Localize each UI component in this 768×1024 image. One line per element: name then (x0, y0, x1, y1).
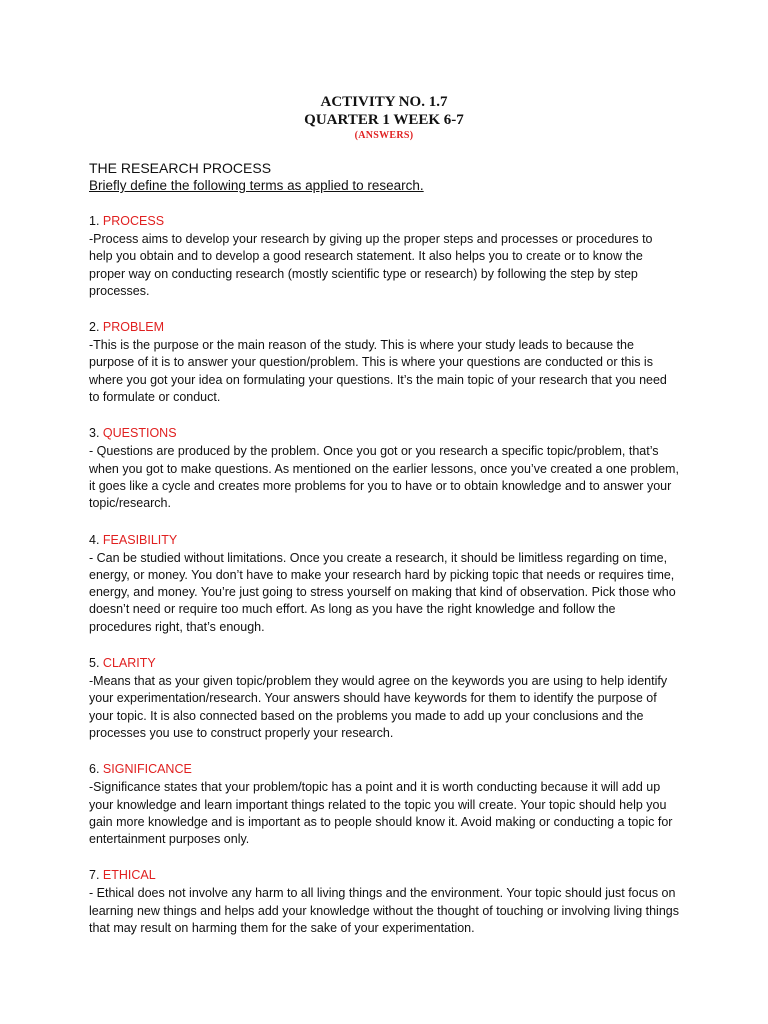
activity-title: ACTIVITY NO. 1.7 (320, 94, 448, 110)
item-definition: -This is the purpose or the main reason of the study. This is where your study leads to because the purpose of it is to answer your question/problem. This is where your questions are conducted or this is where you got your idea on formulating your questions. It’s the main topic of your research that you need to formulate or conduct. (89, 338, 667, 405)
item-definition: -Significance states that your problem/topic has a point and it is worth conducting because it will add up your knowledge and learn important things related to the topic you will create. Your topic should help you gain more knowledge and is important as to people should know it. Avoid making or conducting a topic for entertainment purposes only. (89, 780, 673, 847)
item-term: PROBLEM (102, 320, 165, 335)
intro-section (89, 159, 689, 195)
list-item-problem (89, 319, 679, 406)
instructions: Briefly define the following terms as applied to research. (89, 178, 424, 193)
item-number: 2. (89, 320, 100, 335)
item-term: CLARITY (102, 656, 156, 671)
item-number: 1. (89, 214, 100, 228)
list-item-feasibility (89, 532, 679, 636)
item-definition: -Means that as your given topic/problem they would agree on the keywords you are using to help identify your experimentation/research. Your answers should have keywords for them to identify the purpose of your topic. It is also connected based on the problems you made to add up your conclusions and the processes you use to construct properly your research. (89, 674, 668, 740)
document-header (0, 93, 768, 143)
answers-label: (ANSWERS) (354, 130, 414, 141)
item-number: 5. (89, 656, 100, 671)
quarter-week-title: QUARTER 1 WEEK 6-7 (304, 112, 464, 128)
list-item-ethical (89, 867, 679, 937)
section-title: THE RESEARCH PROCESS (89, 160, 272, 176)
item-term: PROCESS (102, 214, 165, 228)
list-item-significance (89, 761, 679, 848)
item-term: QUESTIONS (102, 426, 177, 441)
item-definition: -Process aims to develop your research by giving up the proper steps and processes or procedures to help you obtain and to develop a good research statement. It also helps you to create or to know the proper way on conducting research (mostly scientific type or research) by following the step by step processes. (89, 232, 653, 298)
item-definition: - Ethical does not involve any harm to all living things and the environment. Your topic should just focus on learning new things and helps add your knowledge without the thought of touching or involving living things that may result on harming them for the sake of your experimentation. (89, 886, 679, 936)
list-item-questions (89, 425, 679, 512)
item-definition: - Questions are produced by the problem. Once you got or you research a specific topic/problem, that’s when you got to make questions. As mentioned on the earlier lessons, once you’ve created a one problem, it goes like a cycle and creates more problems for you to have or to obtain knowledge and to answer your topic/research. (89, 444, 679, 511)
item-number: 3. (89, 426, 100, 441)
term-list (89, 213, 679, 956)
list-item-clarity (89, 655, 679, 742)
item-term: ETHICAL (102, 868, 156, 883)
item-number: 7. (89, 868, 100, 883)
item-number: 4. (89, 532, 100, 547)
item-term: SIGNIFICANCE (102, 762, 192, 777)
item-term: FEASIBILITY (102, 532, 178, 547)
item-number: 6. (89, 762, 100, 777)
list-item-process (89, 213, 679, 300)
item-definition: - Can be studied without limitations. Once you create a research, it should be limitless regarding on time, energy, or money. You don’t have to make your research hard by picking topic that needs or requires time, energy, and money. You’re just going to stress yourself on making that kind of observation. Pick those who doesn’t need or require too much effort. As long as you have the right knowledge and follow the procedures right, that’s enough. (89, 550, 676, 634)
